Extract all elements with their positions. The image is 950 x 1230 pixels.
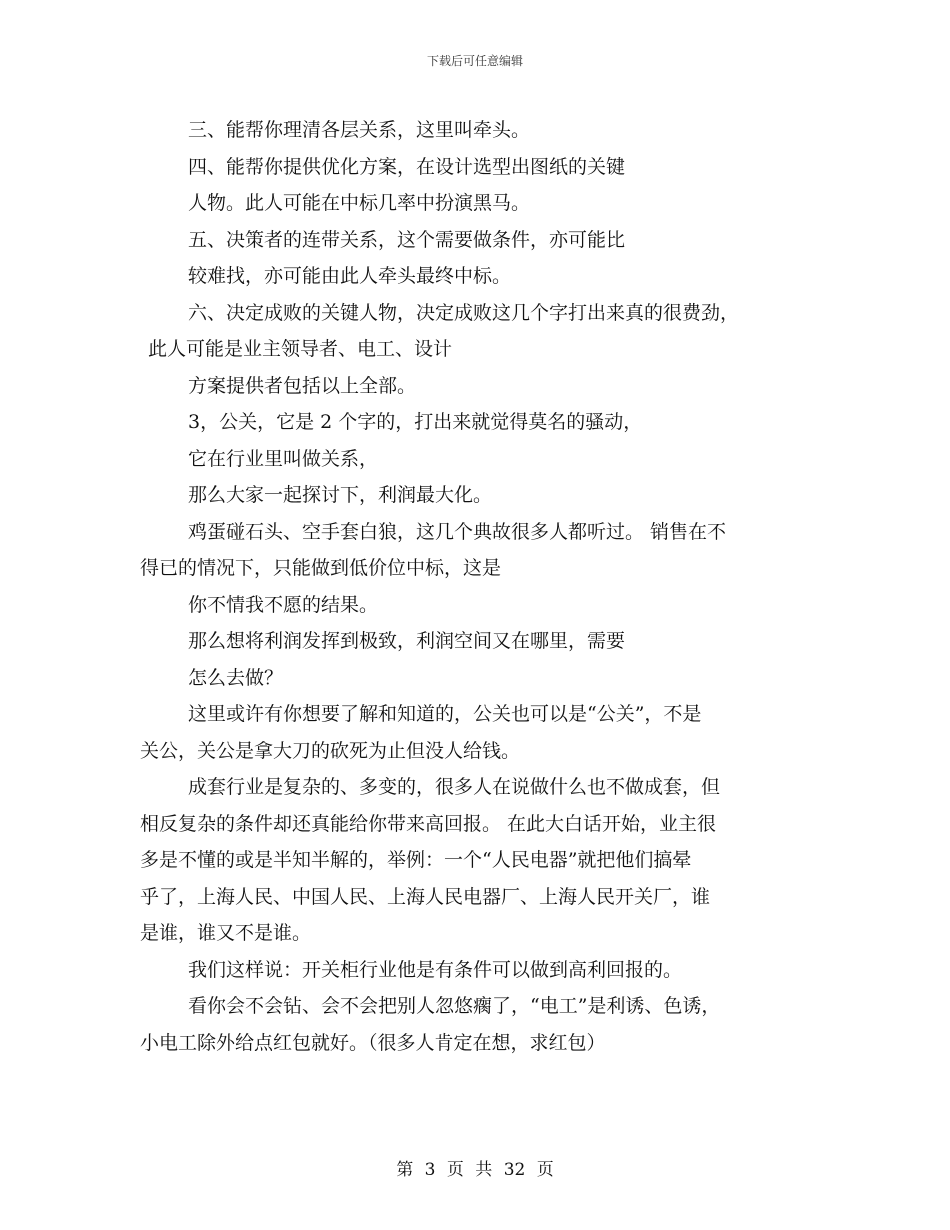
text-line: 你不情我不愿的结果。 (188, 593, 379, 616)
text-line: 3，公关，它是 2 个字的，打出来就觉得莫名的骚动， (188, 411, 643, 433)
text-line: 它在行业里叫做关系， (188, 447, 379, 470)
text-line: 那么大家一起探讨下，利润最大化。 (188, 484, 493, 506)
text-line: 怎么去做？ (188, 666, 284, 689)
text-line: 是谁，谁又不是谁。 (140, 922, 312, 944)
text-line: 这里或许有你想要了解和知道的，公关也可以是“公关”，不是 (188, 703, 702, 725)
text-line: 那么想将利润发挥到极致，利润空间又在哪里，需要 (188, 630, 626, 652)
text-line: 小电工除外给点红包就好。（很多人肯定在想，求红包） (140, 1031, 606, 1054)
text-line: 乎了，上海人民、中国人民、上海人民电器厂、上海人民开关厂，谁 (140, 885, 711, 908)
text-line: 人物。此人可能在中标几率中扮演黑马。 (188, 192, 531, 214)
text-line: 六、决定成败的关键人物，决定成败这几个字打出来真的很费劲， (188, 301, 740, 324)
text-line: 鸡蛋碰石头、空手套白狼，这几个典故很多人都听过。 销售在不 (188, 520, 727, 543)
text-line: 五、决策者的连带关系，这个需要做条件，亦可能比 (188, 228, 626, 251)
text-line: 关公，关公是拿大刀的砍死为止但没人给钱。 (140, 739, 521, 762)
text-line: 得已的情况下，只能做到低价位中标，这是 (140, 557, 502, 579)
page-number-footer: 第 3 页 共 32 页 (396, 1160, 554, 1180)
text-line: 成套行业是复杂的、多变的，很多人在说做什么也不做成套，但 (188, 776, 721, 798)
text-line: 相反复杂的条件却还真能给你带来高回报。 在此大白话开始，业主很 (140, 812, 717, 835)
document-body (140, 112, 820, 1061)
text-line: 看你会不会钻、会不会把别人忽悠瘸了，“电工”是利诱、色诱， (188, 995, 721, 1017)
text-line: 我们这样说：开关柜行业他是有条件可以做到高利回报的。 (188, 958, 683, 981)
text-line: 三、能帮你理清各层关系，这里叫牵头。 (188, 119, 531, 141)
text-line: 四、能帮你提供优化方案，在设计选型出图纸的关键 (188, 155, 626, 178)
page-header-note: 下载后可任意编辑 (426, 54, 523, 68)
text-line: 方案提供者包括以上全部。 (188, 374, 417, 397)
text-line: 较难找，亦可能由此人牵头最终中标。 (188, 265, 512, 287)
text-line: 此人可能是业主领导者、电工、设计 (148, 338, 453, 360)
text-line: 多是不懂的或是半知半解的，举例：一个“人民电器”就把他们搞晕 (140, 849, 692, 871)
